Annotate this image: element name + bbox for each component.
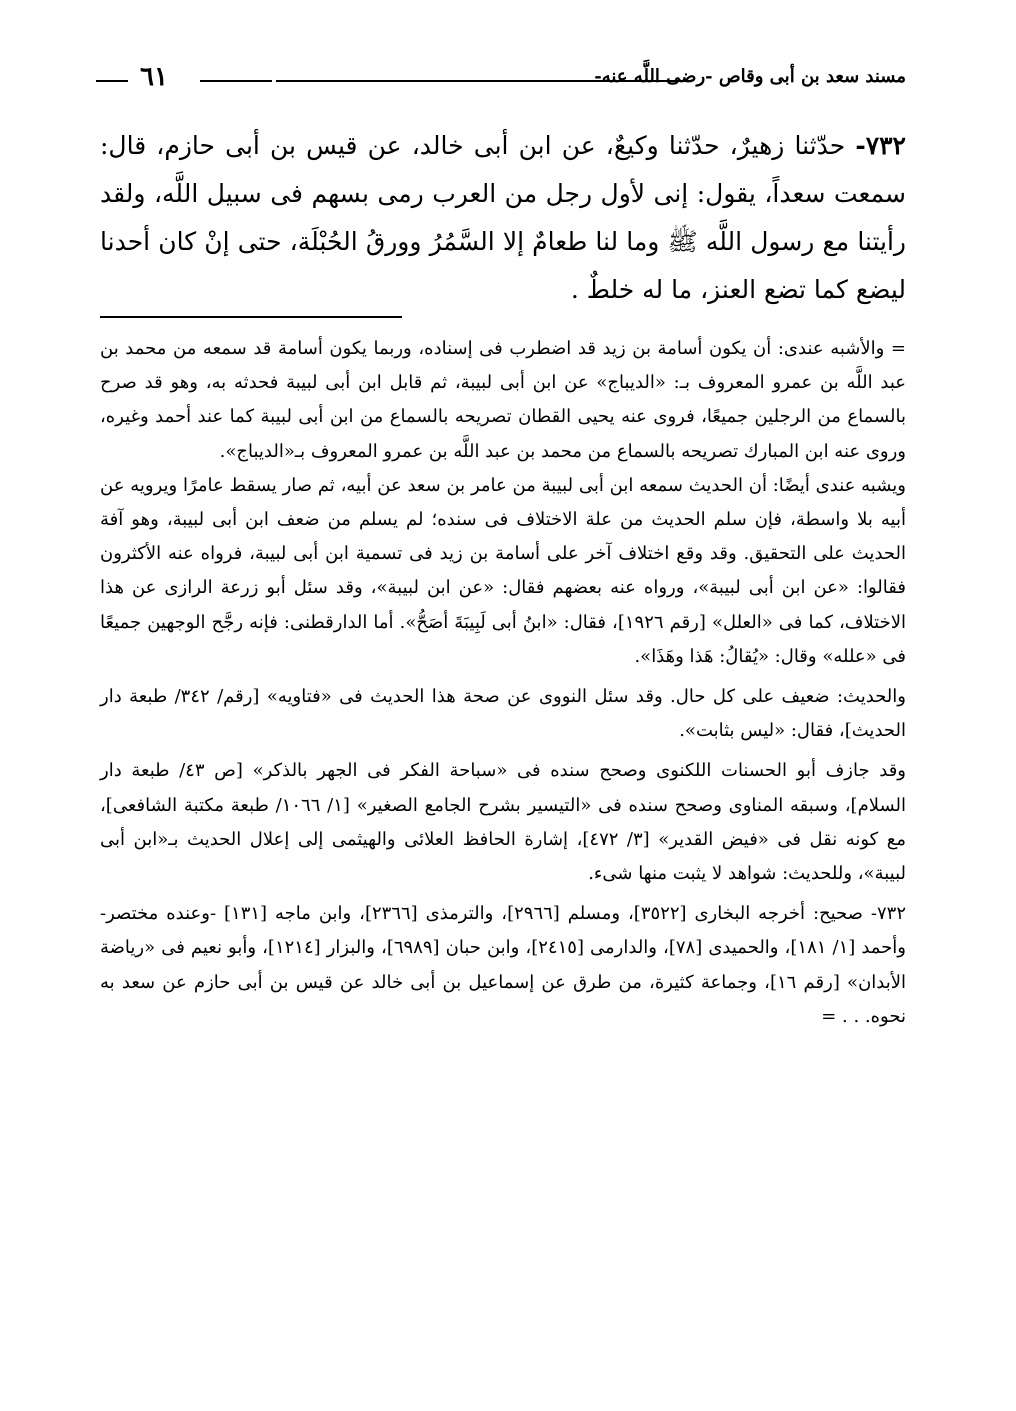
- hadith-text: حدّثنا زهيرٌ، حدّثنا وكيعٌ، عن ابن أبى خالد، عن قيس بن أبى حازم، قال: سمعت سعداً، يقول: إنى لأول رجل من العرب رمى بسهم فى سبيل اللَّه، ولقد رأيتنا مع رسول اللَّه ﷺ وما لنا طعامٌ إلا السَّمُرُ وورقُ الحُبْلَة، حتى إنْ كان أحدنا ليضع كما تضع العنز، ما له خلطٌ .: [100, 131, 906, 304]
- page-header: [96, 60, 906, 100]
- footnote-separator: [100, 316, 402, 318]
- hadith-number: ٧٣٢-: [855, 131, 906, 160]
- hadith-body: [100, 122, 906, 314]
- running-title: مسند سعد بن أبى وقاص -رضى اللَّه عنه-: [594, 66, 906, 87]
- page-number: ٦١: [140, 62, 168, 92]
- footnotes: [100, 332, 906, 1034]
- footnote-paragraph: والحديث: ضعيف على كل حال. وقد سئل النووى عن صحة هذا الحديث فى «فتاويه» [رقم/ ٣٤٢/ طبعة دار الحديث]، فقال: «ليس بثابت».: [100, 686, 906, 742]
- footnote-paragraph: ٧٣٢- صحيح: أخرجه البخارى [٣٥٢٢]، ومسلم [٢٩٦٦]، والترمذى [٢٣٦٦]، وابن ماجه [١٣١] -وعنده مختصر- وأحمد [١/ ١٨١]، والحميدى [٧٨]، والدارمى [٢٤١٥]، وابن حبان [٦٩٨٩]، والبزار [١٢١٤]، وأبو نعيم فى «رياضة الأبدان» [رقم ١٦]، وجماعة كثيرة، من طرق عن إسماعيل بن أبى خالد عن قيس بن أبى حازم عن سعد به نحوه. . . =: [100, 903, 907, 1027]
- footnote-paragraph: ويشبه عندى أيضًا: أن الحديث سمعه ابن أبى لبيبة من عامر بن سعد عن أبيه، ثم صار يسقط عامرًا ويرويه عن أبيه بلا واسطة، فإن سلم الحديث من علة الاختلاف فى سنده؛ لم يسلم من ضعف ابن أبى لبيبة، وهو آفة الحديث على التحقيق. وقد وقع اختلاف آخر على أسامة بن زيد فى تسمية ابن أبى لبيبة، فرواه عنه الأكثرون فقالوا: «عن ابن أبى لبيبة»، ورواه عنه بعضهم فقال: «عن ابن لبيبة»، وقد سئل أبو زرعة الرازى عن هذا الاختلاف، كما فى «العلل» [رقم ١٩٢٦]، فقال: «ابنُ أبى لَبِيبَةَ أصَحُّ». أما الدارقطنى: فإنه رجَّح الوجهين جميعًا فى «علله» وقال: «يُقالُ: هَذا وهَذَا».: [100, 474, 907, 667]
- footnote-paragraph: = والأشبه عندى: أن يكون أسامة بن زيد قد اضطرب فى إسناده، وربما يكون أسامة قد سمعه من محمد بن عبد اللَّه بن عمرو المعروف بـ: «الديباج» عن ابن أبى لبيبة، ثم قابل ابن أبى لبيبة فحدثه به، وهو قد صرح بالسماع من الرجلين جميعًا، فروى عنه يحيى القطان تصريحه بالسماع من ابن أبى لبيبة كما عند أحمد وغيره، وروى عنه ابن المبارك تصريحه بالسماع من محمد بن عبد اللَّه بن عمرو المعروف بـ«الديباج».: [100, 338, 906, 462]
- footnote-paragraph: وقد جازف أبو الحسنات اللكنوى وصحح سنده فى «سباحة الفكر فى الجهر بالذكر» [ص ٤٣/ طبعة دار السلام]، وسبقه المناوى وصحح سنده فى «التيسير بشرح الجامع الصغير» [١/ ١٠٦٦/ طبعة مكتبة الشافعى]، مع كونه نقل فى «فيض القدير» [٣/ ٤٧٢]، إشارة الحافظ العلائى والهيثمى إلى إعلال الحديث بـ«ابن أبى لبيبة»، وللحديث: شواهد لا يثبت منها شىء.: [100, 760, 906, 885]
- header-dash-left: [96, 80, 128, 82]
- header-dash-middle: [200, 80, 272, 82]
